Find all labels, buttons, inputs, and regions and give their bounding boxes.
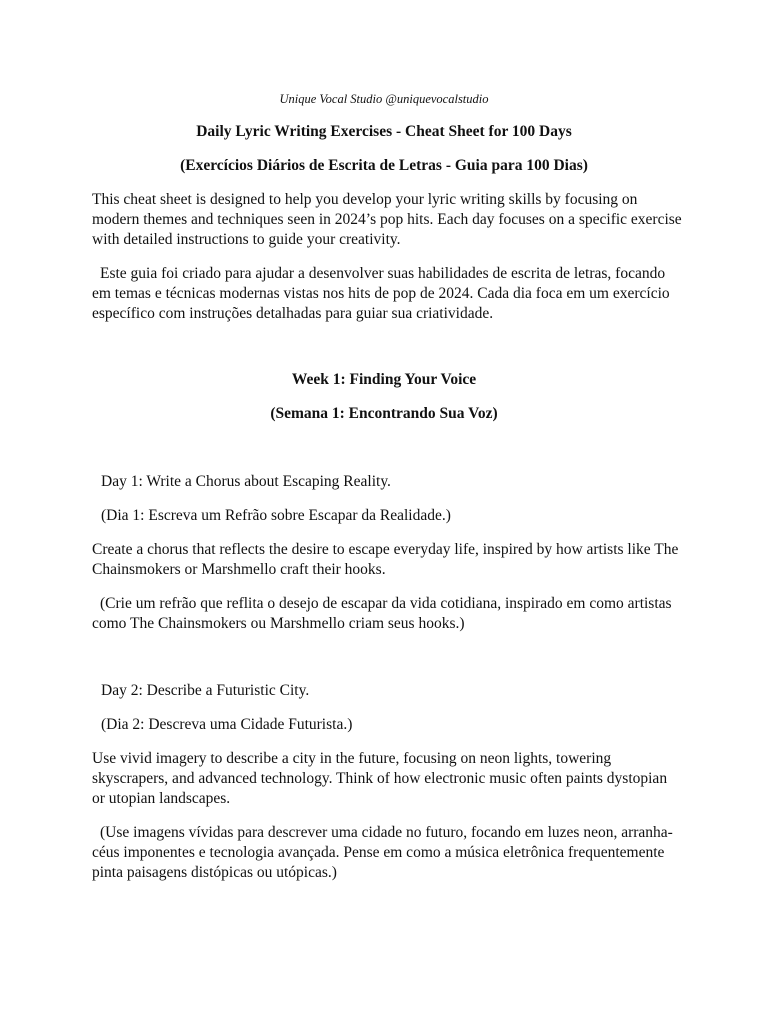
studio-credit: Unique Vocal Studio @uniquevocalstudio xyxy=(279,92,489,106)
day-1-instructions-translation: (Crie um refrão que reflita o desejo de escapar da vida cotidiana, inspirado em como artistas como The Chainsmokers ou Marshmello criam seus hooks.) xyxy=(92,595,672,632)
document-title-translation: (Exercícios Diários de Escrita de Letras - Guia para 100 Dias) xyxy=(180,157,588,174)
day-1-title: Day 1: Write a Chorus about Escaping Reality. xyxy=(101,473,391,490)
intro-paragraph: This cheat sheet is designed to help you develop your lyric writing skills by focusing on modern themes and techniques seen in 2024’s pop hits. Each day focuses on a specific exercise with detailed instructions to guide your creativity. xyxy=(92,191,682,248)
day-1-title-translation: (Dia 1: Escreva um Refrão sobre Escapar da Realidade.) xyxy=(101,507,451,524)
intro-paragraph-translation: Este guia foi criado para ajudar a desenvolver suas habilidades de escrita de letras, focando em temas e técnicas modernas vistas nos hits de pop de 2024. Cada dia foca em um exercício específico com instruções detalhadas para guiar sua criatividade. xyxy=(92,265,670,322)
day-2-instructions: Use vivid imagery to describe a city in the future, focusing on neon lights, towering skyscrapers, and advanced technology. Think of how electronic music often paints dystopian or utopian landscapes. xyxy=(92,750,668,807)
week-heading-translation: (Semana 1: Encontrando Sua Voz) xyxy=(270,405,498,422)
week-heading: Week 1: Finding Your Voice xyxy=(291,371,477,388)
day-1-instructions: Create a chorus that reflects the desire to escape everyday life, inspired by how artists like The Chainsmokers or Marshmello craft their hooks. xyxy=(92,541,679,578)
document-title: Daily Lyric Writing Exercises - Cheat Sheet for 100 Days xyxy=(196,123,572,140)
day-2-title: Day 2: Describe a Futuristic City. xyxy=(101,682,310,699)
day-2-instructions-translation: (Use imagens vívidas para descrever uma cidade no futuro, focando em luzes neon, arranha-céus imponentes e tecnologia avançada. Pense em como a música eletrônica frequentemente pinta paisagens distópicas ou utópicas.) xyxy=(92,824,673,881)
day-2-title-translation: (Dia 2: Descreva uma Cidade Futurista.) xyxy=(101,716,353,733)
